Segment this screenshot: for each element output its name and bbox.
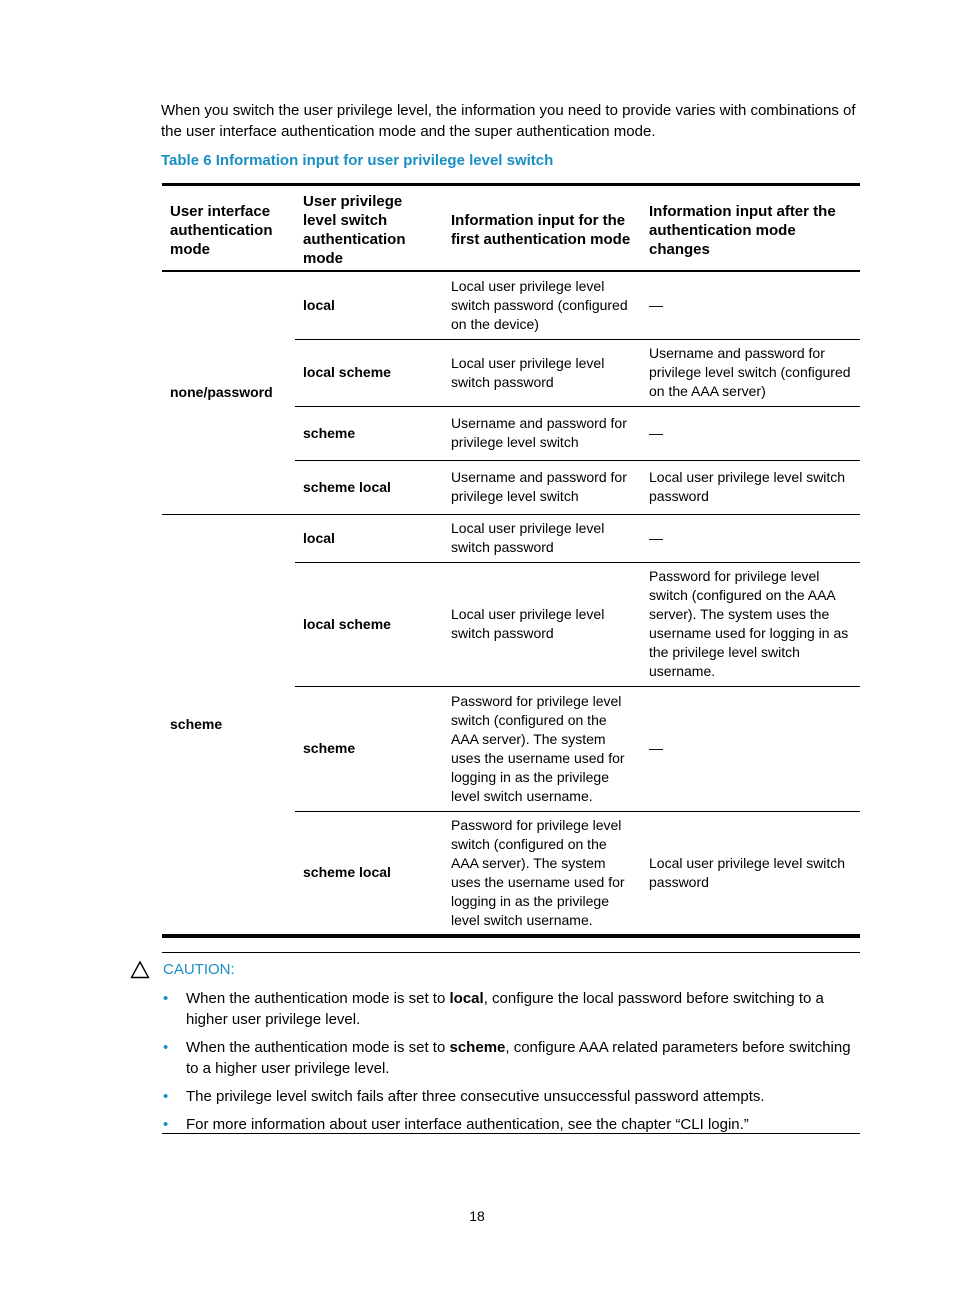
- switch-mode-cell: local: [303, 296, 335, 313]
- first-input-cell: Local user privilege level switch password: [443, 562, 641, 686]
- after-input-cell: —: [641, 406, 860, 460]
- bullet-icon: •: [163, 990, 169, 1007]
- after-input-cell: Local user privilege level switch password: [641, 460, 860, 514]
- switch-mode-cell: local scheme: [295, 339, 443, 406]
- first-input-cell: Username and password for privilege level switch: [443, 406, 641, 460]
- after-input-cell: —: [641, 514, 860, 562]
- header-ui-auth-mode: User interface authentication mode: [162, 186, 295, 271]
- caution-bottom-rule: [162, 1133, 860, 1134]
- caution-title: CAUTION:: [163, 961, 235, 978]
- table-row: [162, 514, 860, 562]
- first-input-cell: Password for privilege level switch (configured on the AAA server). The system uses the username used for logging in as the privilege level switch username.: [443, 811, 641, 934]
- bullet-icon: •: [163, 1039, 169, 1056]
- header-switch-auth-mode: User privilege level switch authentication mode: [295, 186, 443, 271]
- header-after-input: Information input after the authentication mode changes: [641, 186, 860, 271]
- switch-mode-cell: scheme: [295, 686, 443, 811]
- list-item: • For more information about user interface authentication, see the chapter “CLI login.”: [163, 1116, 749, 1133]
- after-input-cell: Local user privilege level switch password: [641, 811, 860, 934]
- group-label: none/password: [170, 384, 273, 401]
- list-item: • When the authentication mode is set to scheme, configure AAA related parameters before switching to a higher user privilege level.: [163, 1039, 851, 1077]
- after-input-cell: —: [649, 296, 663, 313]
- switch-mode-cell: scheme: [295, 406, 443, 460]
- switch-mode-cell: local: [295, 514, 443, 562]
- bullet-icon: •: [163, 1116, 169, 1133]
- header-first-input: Information input for the first authentication mode: [443, 186, 641, 271]
- page-number: 18: [469, 1208, 485, 1224]
- table-caption: Table 6 Information input for user privilege level switch: [161, 152, 554, 169]
- caution-top-rule: [162, 952, 860, 953]
- first-input-cell: Local user privilege level switch password: [443, 514, 641, 562]
- first-input-cell: Local user privilege level switch password: [443, 339, 641, 406]
- intro-paragraph: When you switch the user privilege level, the information you need to provide varies with combinations of the user interface authentication mode and the super authentication mode.: [161, 102, 856, 140]
- table-bottom-rule: [162, 934, 860, 938]
- switch-mode-cell: scheme local: [295, 811, 443, 934]
- group-label: scheme: [162, 514, 295, 934]
- switch-mode-cell: local scheme: [295, 562, 443, 686]
- table-row: [162, 271, 860, 339]
- warning-triangle-icon: [130, 960, 150, 980]
- switch-mode-cell: scheme local: [295, 460, 443, 514]
- caution-list: [162, 988, 862, 1142]
- list-item: • The privilege level switch fails after three consecutive unsuccessful password attempts.: [163, 1088, 765, 1105]
- bullet-icon: •: [163, 1088, 169, 1105]
- after-input-cell: Username and password for privilege level switch (configured on the AAA server): [641, 339, 860, 406]
- first-input-cell: Local user privilege level switch password (configured on the device): [451, 277, 628, 332]
- privilege-switch-table: [162, 186, 860, 934]
- first-input-cell: Username and password for privilege level switch: [443, 460, 641, 514]
- after-input-cell: Password for privilege level switch (configured on the AAA server). The system uses the username used for logging in as the privilege level switch username.: [641, 562, 860, 686]
- after-input-cell: —: [641, 686, 860, 811]
- first-input-cell: Password for privilege level switch (configured on the AAA server). The system uses the username used for logging in as the privilege level switch username.: [443, 686, 641, 811]
- list-item: • When the authentication mode is set to local, configure the local password before switching to a higher user privilege level.: [163, 990, 824, 1028]
